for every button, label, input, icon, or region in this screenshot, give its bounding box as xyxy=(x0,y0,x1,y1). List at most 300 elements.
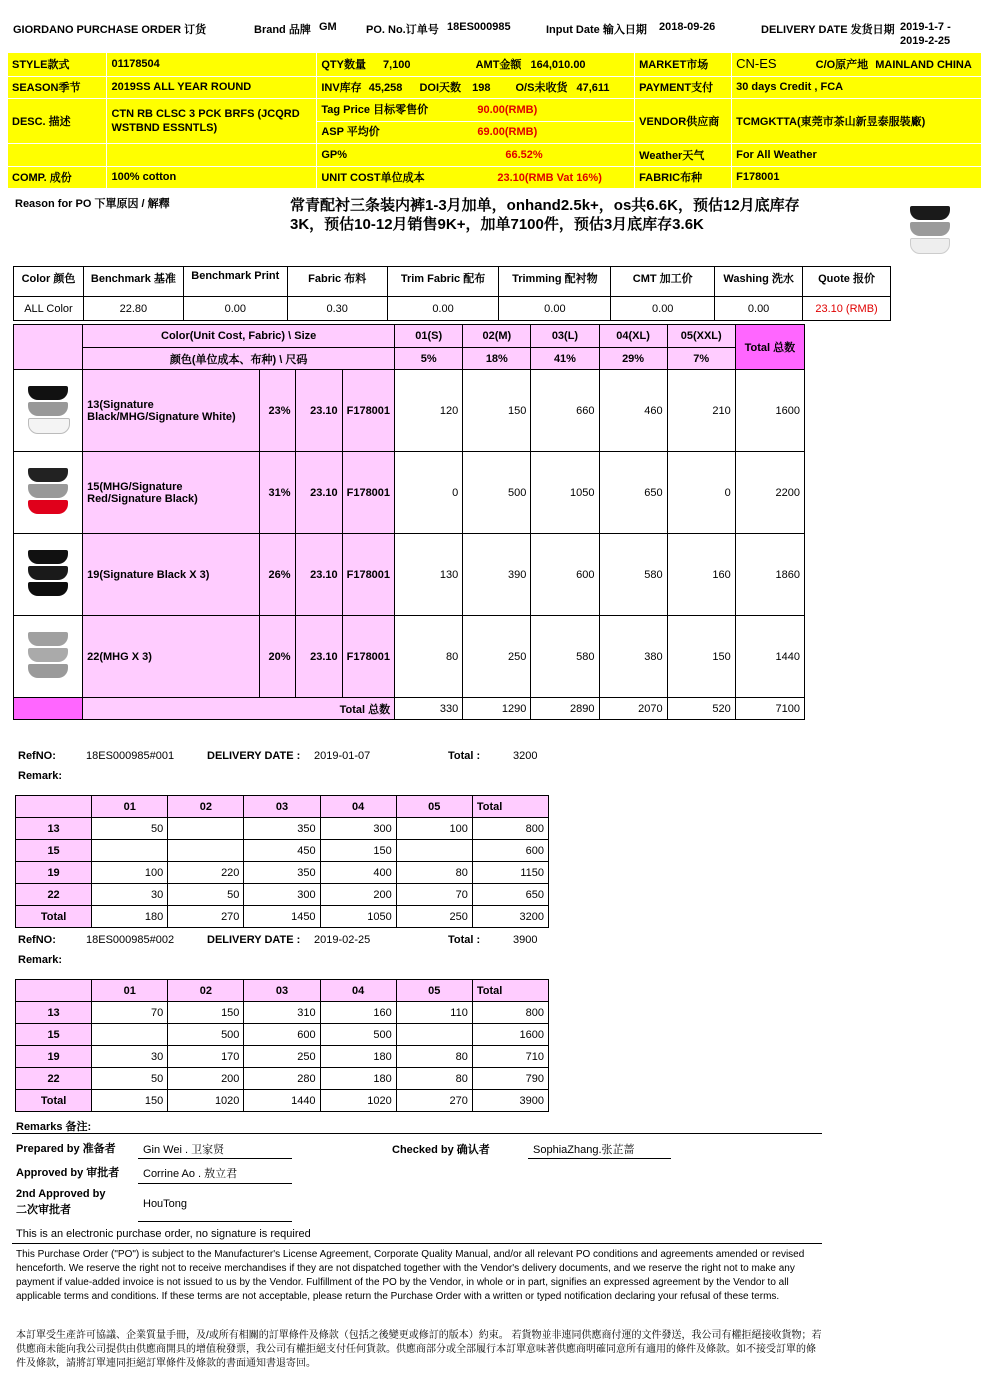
delivery-row-label: 13 xyxy=(16,1002,92,1024)
delivery-cell: 200 xyxy=(168,1068,244,1090)
inv-label: INV库存 xyxy=(321,82,362,94)
pant-icon xyxy=(28,484,68,498)
delivery-row xyxy=(16,840,549,862)
brand-value: GM xyxy=(319,21,337,33)
delivery-col-header: 01 xyxy=(92,796,168,818)
d1-ref: 18ES000985#001 xyxy=(86,750,175,762)
approved-name: Corrine Ao . 敖立君 xyxy=(143,1168,238,1180)
gp-empty-value xyxy=(107,143,317,166)
delivery-cell: 1020 xyxy=(168,1090,244,1112)
weather-label: Weather天气 xyxy=(635,143,732,166)
cost-header-cell: Benchmark Print xyxy=(183,267,287,297)
delivery-row xyxy=(16,906,549,928)
cost-value-cell: 0.00 xyxy=(715,297,803,321)
delivery-row xyxy=(16,1046,549,1068)
gp-empty-label xyxy=(8,143,107,166)
delivery-cell: 250 xyxy=(244,1046,320,1068)
delivery-row-label: 22 xyxy=(16,1068,92,1090)
style-label: STYLE款式 xyxy=(8,53,107,76)
reason-line1: 常青配衬三条装内裤1-3月加单，onhand2.5k+，os共6.6K，预估12月底库存 xyxy=(290,197,800,214)
size-header-row-2 xyxy=(14,348,805,370)
delivery-cell xyxy=(92,1024,168,1046)
checked-line xyxy=(528,1158,671,1159)
size-col-header: 05(XXL) xyxy=(667,325,735,348)
delivery-cell: 650 xyxy=(472,884,548,906)
approved-label: Approved by 审批者 xyxy=(16,1167,120,1179)
delivery-cell: 400 xyxy=(320,862,396,884)
row-total: 1860 xyxy=(735,534,804,616)
footer-total: 330 xyxy=(395,698,463,720)
product-image xyxy=(22,546,74,604)
inv-cell xyxy=(317,76,635,98)
d2-ref-label: RefNO: xyxy=(18,934,56,946)
cost-table xyxy=(13,266,891,321)
delivery-cell: 450 xyxy=(244,840,320,862)
delivery-cell: 100 xyxy=(396,818,472,840)
size-col-header: 02(M) xyxy=(463,325,531,348)
reason-line2: 3K，预估10-12月销售9K+，加单7100件，预估3月底库存3.6K xyxy=(290,216,704,233)
color-pct: 20% xyxy=(260,616,295,698)
qty-amt-cell xyxy=(317,53,635,76)
delivery-cell xyxy=(168,818,244,840)
delivery-cell: 310 xyxy=(244,1002,320,1024)
delivery-row xyxy=(16,1068,549,1090)
size-qty: 1050 xyxy=(531,452,599,534)
vendor-label: VENDOR供应商 xyxy=(635,98,732,143)
pant-icon xyxy=(28,550,68,564)
delivery-col-header: 02 xyxy=(168,796,244,818)
color-fabric: F178001 xyxy=(342,370,395,452)
market-value: CN-ES xyxy=(736,56,777,72)
d2-total: 3900 xyxy=(513,934,538,946)
size-header-blank xyxy=(14,325,83,370)
footer-total: 1290 xyxy=(463,698,531,720)
unit-cost-label: UNIT COST单位成本 xyxy=(321,172,425,184)
delivery-cell: 150 xyxy=(320,840,396,862)
delivery-cell: 160 xyxy=(320,1002,396,1024)
season-value: 2019SS ALL YEAR ROUND xyxy=(107,76,317,98)
product-image xyxy=(22,628,74,686)
footer-total-label: Total 总数 xyxy=(83,698,395,720)
prepared-line xyxy=(138,1158,292,1159)
size-qty: 600 xyxy=(531,534,599,616)
delivery-cell: 180 xyxy=(92,906,168,928)
tag-price-label: Tag Price 目标零售价 xyxy=(321,103,429,116)
delivery-cell: 220 xyxy=(168,862,244,884)
gp-value: 66.52% xyxy=(505,148,543,161)
delivery-cell: 110 xyxy=(396,1002,472,1024)
unit-cost-value: 23.10(RMB Vat 16%) xyxy=(497,171,602,184)
size-qty: 460 xyxy=(599,370,667,452)
terms-en: This Purchase Order ("PO") is subject to the Manufacturer's License Agreement, Corporate Quality Manual, and/or all relevant PO conditions and agreements amended or revised henceforth. We reserve the right not to receive merchandises if they are not dispatched together with the Vendor's delivery documents, and we reserve the right not to make any payment if value-added invoice is not issued to us by the Vendor. Fulfillment of the PO by the Vendor, in whole or in part, signifies an expressed agreement by the Vendor to all applicable terms and conditions. If these terms are not acceptable, please return the Purchase Order with a written or typed notification declaring your refusal of these terms. xyxy=(16,1249,805,1302)
delivery-date-line2: 2019-2-25 xyxy=(900,35,951,47)
size-row xyxy=(14,616,805,698)
size-pct-header: 7% xyxy=(667,348,735,370)
approved2-label-2: 二次审批者 xyxy=(16,1204,71,1216)
size-qty: 210 xyxy=(667,370,735,452)
delivery-col-header: 01 xyxy=(92,980,168,1002)
delivery-table-1 xyxy=(15,795,549,928)
approved2-label-1: 2nd Approved by xyxy=(16,1188,106,1200)
size-qty: 650 xyxy=(599,452,667,534)
size-col-header: 03(L) xyxy=(531,325,599,348)
total-col-header: Total 总数 xyxy=(735,325,804,370)
size-qty: 250 xyxy=(463,616,531,698)
pant-icon xyxy=(28,632,68,646)
delivery-cell: 300 xyxy=(244,884,320,906)
gp-cell xyxy=(317,143,635,166)
delivery-cell: 80 xyxy=(396,1046,472,1068)
pant-icon xyxy=(28,386,68,400)
cost-header-row xyxy=(14,267,891,297)
delivery-cell xyxy=(396,1024,472,1046)
product-image-cell xyxy=(14,370,83,452)
market-label: MARKET市场 xyxy=(635,53,732,76)
electronic-note: This is an electronic purchase order, no signature is required xyxy=(16,1228,311,1240)
delivery-cell: 280 xyxy=(244,1068,320,1090)
delivery-cell: 270 xyxy=(396,1090,472,1112)
origin-label: C/O原产地 xyxy=(815,59,869,72)
pant-icon xyxy=(28,500,68,514)
delivery-cell: 70 xyxy=(92,1002,168,1024)
po-number: 18ES000985 xyxy=(447,21,511,33)
delivery-col-header: Total xyxy=(472,796,548,818)
size-row xyxy=(14,534,805,616)
footer-total: 520 xyxy=(667,698,735,720)
delivery-header-row xyxy=(16,980,549,1002)
qty-value: 7,100 xyxy=(383,59,411,72)
pant-icon xyxy=(28,402,68,416)
divider-top xyxy=(12,1133,822,1134)
input-date-label: Input Date 输入日期 xyxy=(546,24,647,36)
footer-total: 2070 xyxy=(599,698,667,720)
delivery-cell: 200 xyxy=(320,884,396,906)
style-value: 01178504 xyxy=(107,53,317,76)
delivery-cell: 350 xyxy=(244,818,320,840)
footer-blank xyxy=(14,698,83,720)
footer-total: 7100 xyxy=(735,698,804,720)
cost-header-cell: Fabric 布料 xyxy=(287,267,387,297)
delivery-row xyxy=(16,862,549,884)
size-header-row-1 xyxy=(14,325,805,348)
delivery-row-label: 19 xyxy=(16,1046,92,1068)
size-qty: 380 xyxy=(599,616,667,698)
delivery-cell: 180 xyxy=(320,1068,396,1090)
delivery-cell: 70 xyxy=(396,884,472,906)
d2-date: 2019-02-25 xyxy=(314,934,371,946)
weather-value: For All Weather xyxy=(732,143,982,166)
delivery-cell: 1600 xyxy=(472,1024,548,1046)
delivery-cell: 50 xyxy=(168,884,244,906)
approved-line xyxy=(138,1183,292,1184)
color-fabric: F178001 xyxy=(342,616,395,698)
reason-label: Reason for PO 下單原因 / 解釋 xyxy=(15,198,170,210)
comp-label: COMP. 成份 xyxy=(8,166,107,188)
info-table xyxy=(8,53,982,189)
color-cost: 23.10 xyxy=(295,616,342,698)
payment-value: 30 days Credit , FCA xyxy=(732,76,982,98)
delivery-cell: 600 xyxy=(244,1024,320,1046)
cost-value-cell: 0.00 xyxy=(387,297,499,321)
asp-label: ASP 平均价 xyxy=(321,125,380,138)
amt-value: 164,010.00 xyxy=(530,59,586,72)
origin-value: MAINLAND CHINA xyxy=(875,59,972,72)
brand-label: Brand 品牌 xyxy=(254,24,311,36)
color-fabric: F178001 xyxy=(342,452,395,534)
fabric-label: FABRIC布种 xyxy=(635,166,732,188)
input-date: 2018-09-26 xyxy=(659,21,716,33)
delivery-cell: 100 xyxy=(92,862,168,884)
d1-date: 2019-01-07 xyxy=(314,750,371,762)
d2-date-label: DELIVERY DATE : xyxy=(207,934,301,946)
cost-value-row xyxy=(14,297,891,321)
pant-icon xyxy=(28,648,68,662)
cost-header-cell: Trim Fabric 配布 xyxy=(387,267,499,297)
product-image xyxy=(22,382,74,440)
size-pct-header: 5% xyxy=(395,348,463,370)
delivery-cell: 350 xyxy=(244,862,320,884)
tag-price-value: 90.00(RMB) xyxy=(477,103,538,116)
size-footer-row xyxy=(14,698,805,720)
row-total: 2200 xyxy=(735,452,804,534)
delivery-col-header: 04 xyxy=(320,980,396,1002)
size-col-header: 01(S) xyxy=(395,325,463,348)
delivery-date-line1: 2019-1-7 - xyxy=(900,21,951,33)
color-name: 19(Signature Black X 3) xyxy=(83,534,260,616)
delivery-row xyxy=(16,884,549,906)
delivery-col-header: 05 xyxy=(396,980,472,1002)
unit-cost-cell xyxy=(317,166,635,188)
delivery-cell: 170 xyxy=(168,1046,244,1068)
pant-icon xyxy=(28,418,70,434)
footer-total: 2890 xyxy=(531,698,599,720)
delivery-cell: 800 xyxy=(472,1002,548,1024)
size-pct-header: 41% xyxy=(531,348,599,370)
size-qty: 150 xyxy=(463,370,531,452)
color-name: 22(MHG X 3) xyxy=(83,616,260,698)
size-qty: 130 xyxy=(395,534,463,616)
pant-icon xyxy=(28,468,68,482)
size-row xyxy=(14,370,805,452)
cost-value-cell: 22.80 xyxy=(83,297,183,321)
remarks-label: Remarks 备注: xyxy=(16,1121,92,1133)
delivery-row xyxy=(16,818,549,840)
amt-label: AMT金额 xyxy=(475,59,522,72)
delivery-row-label: 15 xyxy=(16,1024,92,1046)
doi-value: 198 xyxy=(472,82,491,94)
delivery-cell: 3900 xyxy=(472,1090,548,1112)
cost-header-cell: Trimming 配衬物 xyxy=(499,267,611,297)
delivery-row-label: 15 xyxy=(16,840,92,862)
delivery-cell: 300 xyxy=(320,818,396,840)
delivery-row-label: 22 xyxy=(16,884,92,906)
approved2-name: HouTong xyxy=(143,1198,188,1210)
delivery-col-header: 03 xyxy=(244,980,320,1002)
cost-value-cell: 0.00 xyxy=(499,297,611,321)
product-image-cell xyxy=(14,616,83,698)
delivery-cell: 500 xyxy=(168,1024,244,1046)
d2-total-label: Total : xyxy=(448,934,481,946)
color-pct: 23% xyxy=(260,370,295,452)
delivery-col-header: Total xyxy=(472,980,548,1002)
delivery-table-2 xyxy=(15,979,549,1112)
os-label: O/S未收货 xyxy=(515,82,568,94)
delivery-cell: 50 xyxy=(92,818,168,840)
inv-value: 45,258 xyxy=(368,82,403,94)
color-cost: 23.10 xyxy=(295,452,342,534)
product-thumbnail xyxy=(908,204,952,260)
cost-header-cell: Color 颜色 xyxy=(14,267,84,297)
divider-bottom xyxy=(12,1243,822,1244)
product-image-cell xyxy=(14,452,83,534)
delivery-cell: 500 xyxy=(320,1024,396,1046)
pant-icon xyxy=(28,566,68,580)
os-value: 47,611 xyxy=(576,82,610,94)
delivery-col-header: 04 xyxy=(320,796,396,818)
delivery-cell: 600 xyxy=(472,840,548,862)
d1-date-label: DELIVERY DATE : xyxy=(207,750,301,762)
size-qty: 150 xyxy=(667,616,735,698)
delivery-cell: 270 xyxy=(168,906,244,928)
delivery-cell: 80 xyxy=(396,1068,472,1090)
size-qty: 500 xyxy=(463,452,531,534)
d2-remark-label: Remark: xyxy=(18,954,63,966)
delivery-header-blank xyxy=(16,980,92,1002)
asp-value: 69.00(RMB) xyxy=(477,125,538,138)
color-cost: 23.10 xyxy=(295,370,342,452)
delivery-cell: 180 xyxy=(320,1046,396,1068)
delivery-cell: 150 xyxy=(92,1090,168,1112)
size-header-title-zh: 颜色(单位成本、布种) \ 尺码 xyxy=(83,348,395,370)
delivery-col-header: 03 xyxy=(244,796,320,818)
market-cell xyxy=(732,53,982,76)
d1-ref-label: RefNO: xyxy=(18,750,56,762)
fabric-value: F178001 xyxy=(732,166,982,188)
po-title: GIORDANO PURCHASE ORDER 订货 xyxy=(13,24,207,36)
delivery-col-header: 02 xyxy=(168,980,244,1002)
row-total: 1600 xyxy=(735,370,804,452)
cost-value-cell: ALL Color xyxy=(14,297,84,321)
checked-name: SophiaZhang.张芷蔷 xyxy=(533,1144,635,1156)
po-label: PO. No.订单号 xyxy=(366,24,439,36)
size-qty: 160 xyxy=(667,534,735,616)
terms-zh: 本訂單受生產許可協議、企業質量手冊，及/或所有相關的訂單條件及條款（包括之後變更或修訂的版本）約束。 若貨物並非連同供應商付運的文件發送，我公司有權拒絕接收貨物；若供應商未能向我公司提供由供應商開具的增值稅發票，我公司有權拒絕支付任何貨款。供應商部分或全部履行本訂單意味著供應商明確同意所有適用的條件及條款。如不接受訂單的條件及條款，請將訂單連同拒絕訂單條件及條款的書面通知書退寄回。 xyxy=(16,1330,822,1369)
doi-label: DOI天数 xyxy=(419,82,462,94)
delivery-cell: 790 xyxy=(472,1068,548,1090)
delivery-date-label: DELIVERY DATE 发货日期 xyxy=(761,24,895,36)
cost-value-cell: 23.10 (RMB) xyxy=(803,297,891,321)
pant-icon xyxy=(28,664,68,678)
pant-icon xyxy=(28,582,68,596)
delivery-row-label: 13 xyxy=(16,818,92,840)
desc-label: DESC. 描述 xyxy=(8,98,107,143)
cost-header-cell: Benchmark 基准 xyxy=(83,267,183,297)
size-pct-header: 29% xyxy=(599,348,667,370)
size-qty: 0 xyxy=(667,452,735,534)
delivery-cell: 1150 xyxy=(472,862,548,884)
color-fabric: F178001 xyxy=(342,534,395,616)
size-qty: 580 xyxy=(599,534,667,616)
size-table xyxy=(13,324,805,720)
size-header-title-en: Color(Unit Cost, Fabric) \ Size xyxy=(83,325,395,348)
payment-label: PAYMENT支付 xyxy=(635,76,732,98)
delivery-cell xyxy=(92,840,168,862)
delivery-cell: 1050 xyxy=(320,906,396,928)
checked-label: Checked by 确认者 xyxy=(392,1144,490,1156)
qty-label: QTY数量 xyxy=(321,59,366,72)
cost-header-cell: Washing 洗水 xyxy=(715,267,803,297)
delivery-cell: 50 xyxy=(92,1068,168,1090)
delivery-cell: 30 xyxy=(92,1046,168,1068)
size-qty: 390 xyxy=(463,534,531,616)
delivery-header-blank xyxy=(16,796,92,818)
delivery-row-label: Total xyxy=(16,906,92,928)
color-pct: 26% xyxy=(260,534,295,616)
size-qty: 660 xyxy=(531,370,599,452)
delivery-cell: 150 xyxy=(168,1002,244,1024)
product-image xyxy=(22,464,74,522)
delivery-row xyxy=(16,1002,549,1024)
delivery-cell xyxy=(396,840,472,862)
row-total: 1440 xyxy=(735,616,804,698)
delivery-row xyxy=(16,1090,549,1112)
approved2-line xyxy=(138,1221,292,1222)
delivery-cell xyxy=(168,840,244,862)
color-cost: 23.10 xyxy=(295,534,342,616)
delivery-cell: 30 xyxy=(92,884,168,906)
delivery-row-label: Total xyxy=(16,1090,92,1112)
gp-label: GP% xyxy=(321,148,348,161)
d1-remark-label: Remark: xyxy=(18,770,63,782)
cost-value-cell: 0.00 xyxy=(183,297,287,321)
size-col-header: 04(XL) xyxy=(599,325,667,348)
size-qty: 80 xyxy=(395,616,463,698)
cost-header-cell: CMT 加工价 xyxy=(611,267,715,297)
color-name: 15(MHG/Signature Red/Signature Black) xyxy=(83,452,260,534)
season-label: SEASON季节 xyxy=(8,76,107,98)
vendor-value: TCMGKTTA(東莞市茶山新昱泰服裝廠) xyxy=(732,98,982,143)
comp-value: 100% cotton xyxy=(107,166,317,188)
delivery-cell: 250 xyxy=(396,906,472,928)
prepared-label: Prepared by 准备者 xyxy=(16,1143,116,1155)
cost-header-cell: Quote 报价 xyxy=(803,267,891,297)
delivery-cell: 80 xyxy=(396,862,472,884)
size-qty: 120 xyxy=(395,370,463,452)
d2-ref: 18ES000985#002 xyxy=(86,934,175,946)
delivery-cell: 3200 xyxy=(472,906,548,928)
delivery-col-header: 05 xyxy=(396,796,472,818)
desc-value: CTN RB CLSC 3 PCK BRFS (JCQRD WSTBND ESSNTLS) xyxy=(107,98,317,143)
d1-total: 3200 xyxy=(513,750,538,762)
delivery-cell: 1440 xyxy=(244,1090,320,1112)
delivery-cell: 710 xyxy=(472,1046,548,1068)
d1-total-label: Total : xyxy=(448,750,481,762)
delivery-row-label: 19 xyxy=(16,862,92,884)
cost-value-cell: 0.00 xyxy=(611,297,715,321)
size-qty: 580 xyxy=(531,616,599,698)
color-pct: 31% xyxy=(260,452,295,534)
size-pct-header: 18% xyxy=(463,348,531,370)
prepared-name: Gin Wei . 卫家贤 xyxy=(143,1144,225,1156)
size-qty: 0 xyxy=(395,452,463,534)
color-name: 13(Signature Black/MHG/Signature White) xyxy=(83,370,260,452)
delivery-cell: 1020 xyxy=(320,1090,396,1112)
cost-value-cell: 0.30 xyxy=(287,297,387,321)
delivery-row xyxy=(16,1024,549,1046)
delivery-cell: 800 xyxy=(472,818,548,840)
price-cell xyxy=(317,98,635,143)
size-row xyxy=(14,452,805,534)
